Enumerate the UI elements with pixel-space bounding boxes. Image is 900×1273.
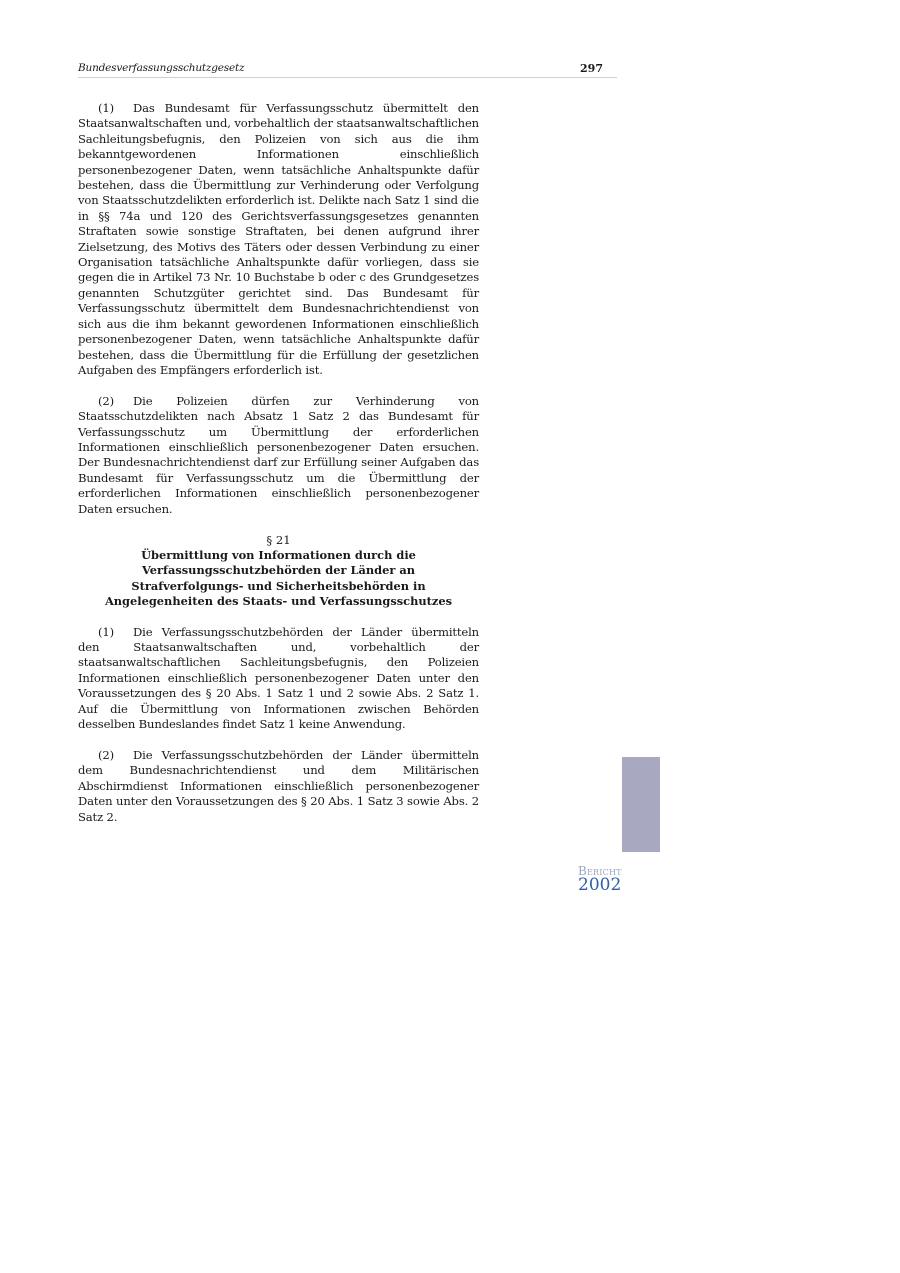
section-heading-21	[78, 533, 479, 610]
paragraph-s20-1	[78, 101, 479, 378]
running-header	[78, 62, 617, 78]
paragraph-s21-1	[78, 625, 479, 733]
decorative-sidebar-bar	[622, 757, 660, 852]
paragraph-number: (2)	[98, 393, 114, 408]
brand-label: Bericht	[578, 864, 622, 878]
paragraph-number: (1)	[98, 101, 114, 115]
section-title: Übermittlung von Informationen durch die Verfassungsschutzbehörden der Länder an Strafverfolgungs- und Sicherheitsbehörden in Angelegenheiten des Staats- und Verfassungsschutzes	[104, 547, 453, 609]
paragraph-text: Die Verfassungsschutzbehörden der Länder übermitteln den Staatsanwaltschaften und, vorbehaltlich der staatsanwaltschaftlichen Sachleitungsbefugnis, den Polizeien Informationen einschließlich personenbezogener Daten unter den Voraussetzungen des § 20 Abs. 1 Satz 1 und 2 sowie Abs. 2 Satz 1. Auf die Übermittlung von Informationen zwischen Behörden desselben Bundeslandes findet Satz 1 keine Anwendung.	[78, 624, 479, 732]
report-brand	[578, 866, 622, 893]
running-header-title: Bundesverfassungsschutzgesetz	[78, 62, 245, 74]
paragraph-s21-2	[78, 748, 479, 825]
page-body	[78, 101, 479, 840]
paragraph-text: Die Verfassungsschutzbehörden der Länder übermitteln dem Bundesnachrichtendienst und dem Militärischen Abschirmdienst Informationen einschließlich personenbezogener Daten unter den Voraussetzungen des § 20 Abs. 1 Satz 3 sowie Abs. 2 Satz 2.	[78, 747, 479, 824]
brand-year: 2002	[578, 875, 622, 895]
paragraph-text: Die Polizeien dürfen zur Verhinderung von Staatsschutzdelikten nach Absatz 1 Satz 2 das Bundesamt für Verfassungsschutz um Übermittlung der erforderlichen Informationen einschließlich personenbezogener Daten ersuchen. Der Bundesnachrichtendienst darf zur Erfüllung seiner Aufgaben das Bundesamt für Verfassungsschutz um die Übermittlung der erforderlichen Informationen einschließlich personenbezogener Daten ersuchen.	[78, 393, 479, 516]
paragraph-number: (1)	[98, 624, 114, 639]
page-number: 297	[580, 62, 603, 75]
paragraph-s20-2	[78, 394, 479, 517]
paragraph-number: (2)	[98, 747, 114, 762]
paragraph-text: Das Bundesamt für Verfassungsschutz übermittelt den Staatsanwaltschaften und, vorbehaltlich der staatsanwaltschaftlichen Sachleitungsbefugnis, den Polizeien von sich aus die ihm bekanntgewordenen Informationen einschließlich personenbezogener Daten, wenn tatsächliche Anhaltspunkte dafür bestehen, dass die Übermittlung zur Verhinderung oder Verfolgung von Staatsschutzdelikten erforderlich ist. Delikte nach Satz 1 sind die in §§ 74a und 120 des Gerichtsverfassungsgesetzes genannten Straftaten sowie sonstige Straftaten, bei denen aufgrund ihrer Zielsetzung, des Motivs des Täters oder dessen Verbindung zu einer Organisation tatsächliche Anhaltspunkte dafür vorliegen, dass sie gegen die in Artikel 73 Nr. 10 Buchstabe b oder c des Grundgesetzes genannten Schutzgüter gerichtet sind. Das Bundesamt für Verfassungsschutz übermittelt dem Bundesnachrichtendienst von sich aus die ihm bekannt gewordenen Informationen einschließlich personenbezogener Daten, wenn tatsächliche Anhaltspunkte dafür bestehen, dass die Übermittlung für die Erfüllung der gesetzlichen Aufgaben des Empfängers erforderlich ist.	[78, 101, 479, 377]
section-number: § 21	[266, 532, 291, 547]
